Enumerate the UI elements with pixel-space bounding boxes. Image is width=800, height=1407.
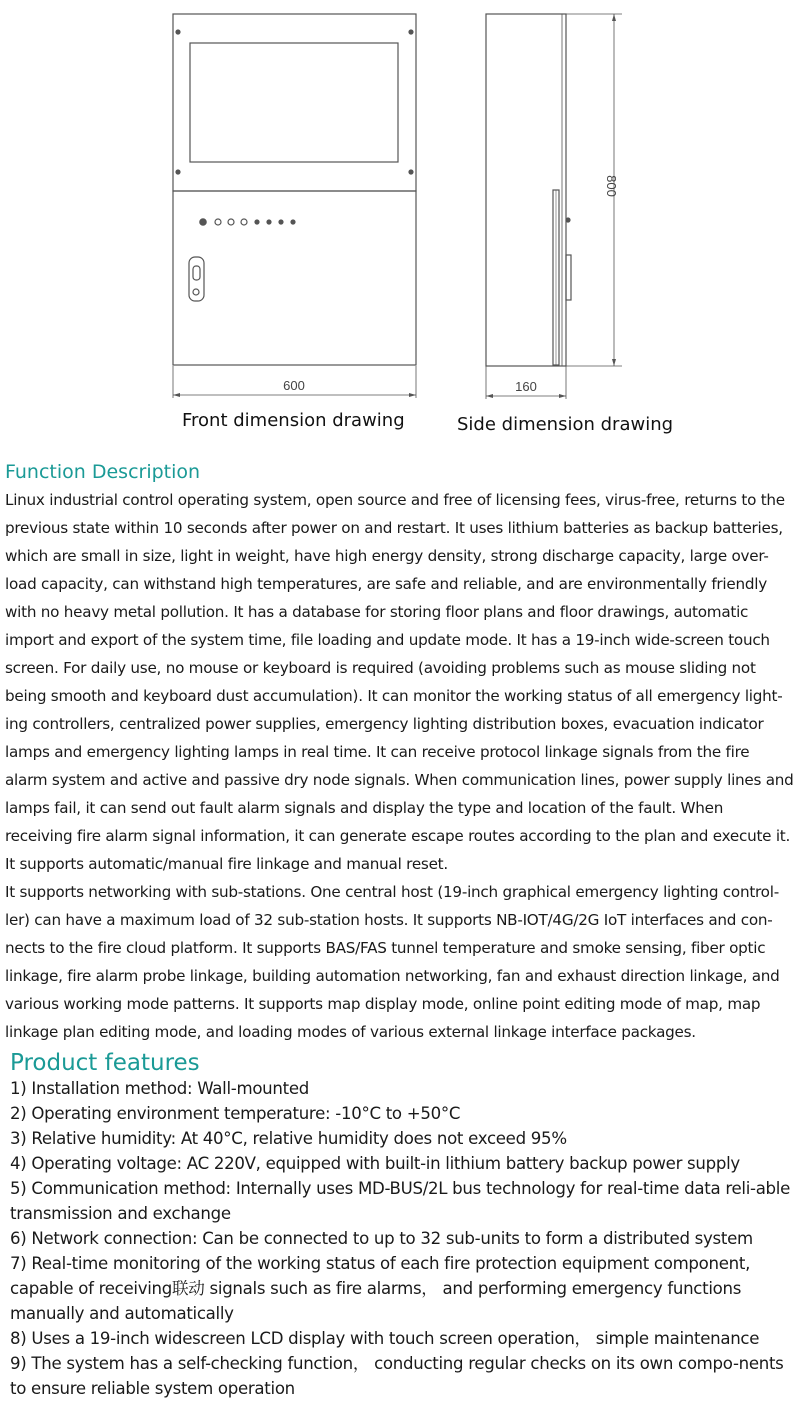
screw-icon (176, 170, 180, 174)
indicator-led-icon (228, 219, 234, 225)
feature-item: 3) Relative humidity: At 40°C, relative humidity does not exceed 95% (10, 1129, 567, 1148)
product-features-heading: Product features (10, 1050, 200, 1076)
door-lock-icon (193, 266, 200, 280)
feature-item: 1) Installation method: Wall-mounted (10, 1079, 309, 1098)
screw-icon (409, 170, 413, 174)
indicator-led-icon (255, 220, 259, 224)
indicator-led-icon (215, 219, 221, 225)
indicator-led-icon (279, 220, 283, 224)
front-drawing-caption: Front dimension drawing (182, 410, 405, 431)
indicator-led-icon (200, 219, 206, 225)
side-handle (566, 255, 571, 300)
front-screen-housing (173, 14, 416, 191)
side-height-label: 800 (604, 175, 619, 197)
feature-item: 4) Operating voltage: AC 220V, equipped with built-in lithium battery backup power supply (10, 1154, 740, 1173)
function-description-heading: Function Description (5, 461, 201, 483)
feature-item: 5) Communication method: Internally uses MD-BUS/2L bus technology for real-time data reli-able transmission and exchange (10, 1179, 791, 1223)
screw-icon (409, 30, 413, 34)
side-depth-label: 160 (515, 379, 537, 394)
feature-item: 6) Network connection: Can be connected to up to 32 sub-units to form a distributed system (10, 1229, 753, 1248)
indicator-led-icon (267, 220, 271, 224)
function-description-paragraph: Linux industrial control operating system, open source and free of licensing fees, virus-free, returns to the previous state within 10 seconds after power on and restart. It uses lithium batteries as backup batteries, which are small in size, light in weight, have high energy density, strong discharge capacity, large over-load capacity, can withstand high temperatures, are safe and reliable, and are environmentally friendly with no heavy metal pollution. It has a database for storing floor plans and floor drawings, automatic import and export of the system time, file loading and update mode. It has a 19-inch wide-screen touch screen. For daily use, no mouse or keyboard is required (avoiding problems such as mouse sliding not being smooth and keyboard dust accumulation). It can monitor the working status of all emergency light-ing controllers, centralized power supplies, emergency lighting distribution boxes, evacuation indicator lamps and emergency lighting lamps in real time. It can receive protocol linkage signals from the fire alarm system and active and passive dry node signals. When communication lines, power supply lines and lamps fail, it can send out fault alarm signals and display the type and location of the fault. When receiving fire alarm signal information, it can generate escape routes according to the plan and execute it. It supports automatic/manual fire linkage and manual reset. (5, 491, 794, 873)
indicator-led-icon (241, 219, 247, 225)
front-lcd-screen (190, 43, 398, 162)
side-view-drawing (486, 14, 622, 399)
door-lock-icon (193, 289, 199, 295)
feature-item: 2) Operating environment temperature: -10°C to +50°C (10, 1104, 461, 1123)
front-view-drawing (173, 14, 416, 398)
feature-item: 7) Real-time monitoring of the working status of each fire protection equipment component, capable of receiving联动 signals such as fire alarms， and performing emergency functions manually and automatically (10, 1254, 751, 1323)
dimension-drawings (0, 0, 800, 450)
screw-icon (176, 30, 180, 34)
product-features-list (10, 1076, 796, 1401)
feature-item: 8) Uses a 19-inch widescreen LCD display with touch screen operation， simple maintenance (10, 1329, 760, 1348)
side-drawing-caption: Side dimension drawing (457, 414, 674, 435)
front-width-label: 600 (283, 378, 305, 393)
indicator-led-icon (291, 220, 295, 224)
function-description-paragraph: It supports networking with sub-stations. One central host (19-inch graphical emergency lighting control-ler) can have a maximum load of 32 sub-station hosts. It supports NB-IOT/4G/2G IoT interfaces and con-nects to the fire cloud platform. It supports BAS/FAS tunnel temperature and smoke sensing, fiber optic linkage, fire alarm probe linkage, building automation networking, fan and exhaust direction linkage, and various working mode patterns. It supports map display mode, online point editing mode of map, map linkage plan editing mode, and loading modes of various external linkage interface packages. (5, 883, 780, 1041)
side-hinge-icon (566, 218, 570, 222)
front-cabinet-door (173, 191, 416, 365)
feature-item: 9) The system has a self-checking function， conducting regular checks on its own compo-nents to ensure reliable system operation (10, 1354, 784, 1398)
